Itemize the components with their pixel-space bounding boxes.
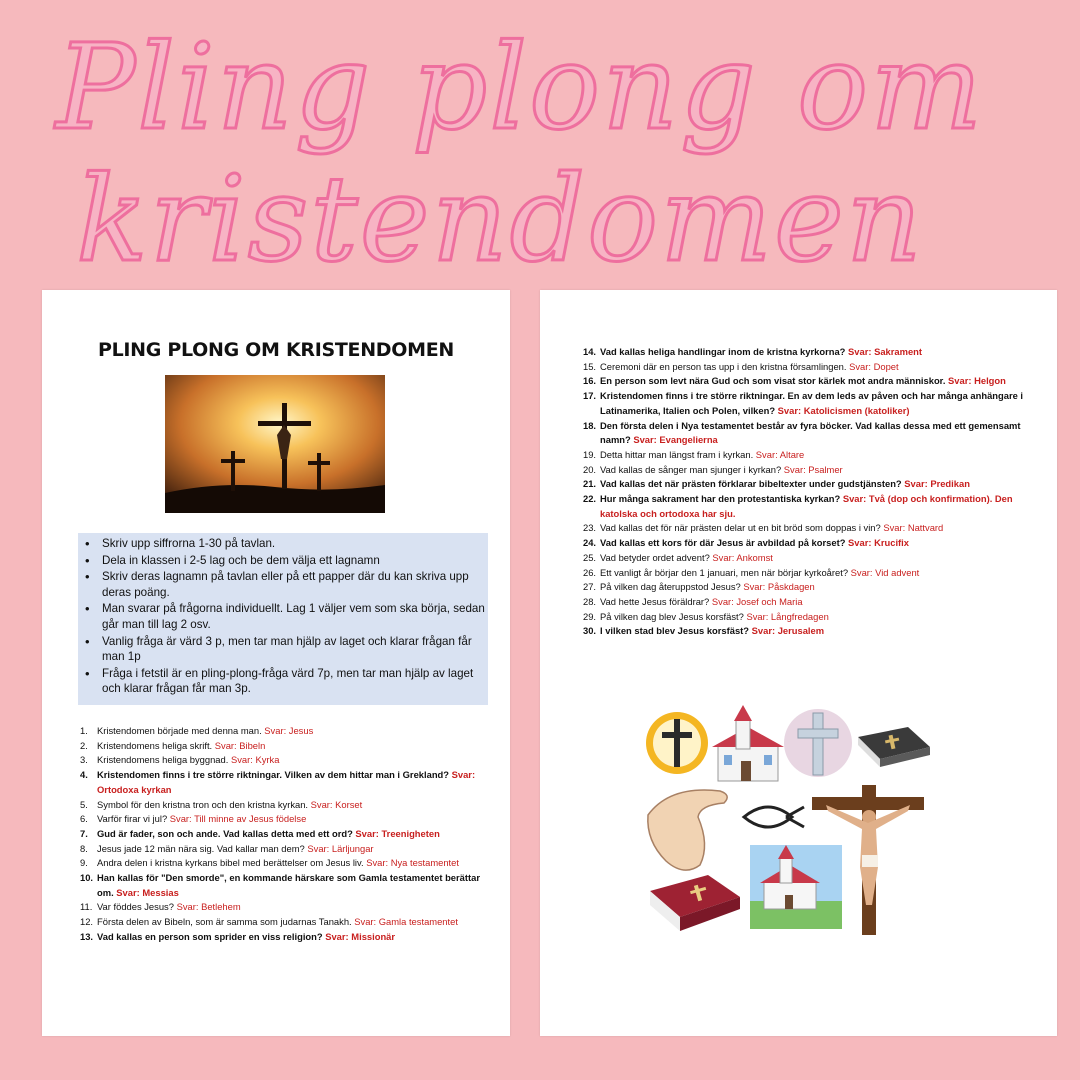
answer-text: Svar: Treenigheten — [355, 827, 440, 839]
answer-text: Svar: Kyrka — [230, 754, 280, 766]
question-text: Vad kallas de sånger man sjunger i kyrkan? — [600, 463, 782, 475]
answer-text: Svar: Katolicismen (katoliker) — [777, 404, 910, 416]
question-item — [80, 827, 492, 842]
instructions-box — [78, 533, 488, 705]
answer-text: Svar: Helgon — [948, 375, 1006, 387]
document-page-right — [540, 290, 1057, 1036]
instruction-item: • Man svarar på frågorna individuellt. Lag 1 väljer vem som ska börja, sedan går man till lag 2 osv. — [102, 601, 488, 632]
question-number: 1. — [80, 725, 88, 736]
question-number: 17. — [583, 390, 597, 402]
question-item — [80, 753, 492, 768]
instruction-item: • Fråga i fetstil är en pling-plong-fråga värd 7p, men tar man hjälp av laget och klarar frågan får man 3p. — [102, 666, 488, 697]
question-item — [583, 610, 1035, 625]
answer-text: Svar: Ankomst — [712, 551, 773, 563]
question-number: 14. — [583, 346, 597, 357]
answer-text: Svar: Nattvard — [883, 522, 944, 534]
question-text: Andra delen i kristna kyrkans bibel med berättelser om Jesus liv. — [97, 857, 364, 869]
answer-text: Svar: Predikan — [904, 478, 970, 490]
answer-text: Svar: Messias — [116, 886, 179, 898]
question-text: Kristendomen började med denna man. — [97, 725, 262, 736]
praying-hands-icon — [648, 790, 727, 870]
answer-text: Svar: Påskdagen — [743, 581, 815, 593]
question-item — [583, 448, 1035, 463]
question-list-right — [583, 345, 1035, 639]
question-item — [583, 595, 1035, 610]
church-icon — [712, 705, 784, 781]
answer-text: Svar: Psalmer — [783, 463, 843, 475]
red-bible-icon — [650, 875, 740, 931]
question-number: 2. — [80, 739, 88, 751]
question-text: Den första delen i Nya testamentet består av fyra böcker. Vad kallas dessa med ett gemensamt namn? — [600, 419, 1021, 446]
question-item — [583, 536, 1035, 551]
answer-text: Svar: Korset — [310, 798, 363, 810]
question-number: 24. — [583, 537, 597, 549]
question-item — [80, 842, 492, 857]
question-text: Kristendomen finns i tre större riktningar. Vilken av dem hittar man i Grekland? — [97, 769, 450, 781]
question-number: 25. — [583, 551, 597, 563]
instruction-item: • Skriv deras lagnamn på tavlan eller på ett papper där du kan skriva upp deras poäng. — [102, 569, 488, 600]
question-item — [583, 566, 1035, 581]
question-number: 20. — [583, 463, 597, 475]
question-text: Vad kallas en person som sprider en viss religion? — [97, 930, 323, 942]
question-text: Kristendomens heliga skrift. — [97, 739, 213, 751]
question-number: 30. — [583, 625, 597, 637]
answer-text: Svar: Sakrament — [848, 346, 923, 357]
ichthys-fish-icon — [744, 807, 804, 827]
answer-text: Svar: Dopet — [849, 360, 899, 372]
question-number: 28. — [583, 595, 597, 607]
question-text: Vad kallas det för när prästen delar ut en bit bröd som doppas i vin? — [600, 522, 881, 534]
question-number: 19. — [583, 448, 597, 460]
answer-text: Svar: Evangelierna — [633, 434, 718, 446]
answer-text: Svar: Betlehem — [176, 901, 241, 913]
question-text: Varför firar vi jul? — [97, 813, 168, 825]
answer-text: Svar: Jerusalem — [751, 625, 825, 637]
question-number: 6. — [80, 813, 88, 825]
answer-text: Svar: Josef och Maria — [711, 595, 803, 607]
question-item — [80, 856, 492, 871]
question-number: 15. — [583, 360, 597, 372]
question-number: 23. — [583, 522, 597, 534]
instruction-item: • Dela in klassen i 2-5 lag och be dem välja ett lagnamn — [102, 553, 488, 569]
bible-book-icon — [858, 727, 930, 767]
question-item — [583, 463, 1035, 478]
church-landscape-icon — [750, 845, 842, 929]
question-item — [80, 768, 492, 797]
question-number: 4. — [80, 769, 88, 781]
answer-text: Svar: Långfredagen — [746, 610, 829, 622]
instruction-item: • Vanlig fråga är värd 3 p, men tar man hjälp av laget och klarar frågan får man 1p — [102, 634, 488, 665]
banner-title-line-2: kristendomen — [76, 150, 924, 288]
question-item — [80, 900, 492, 915]
question-text: Kristendomens heliga byggnad. — [97, 754, 229, 766]
question-item — [583, 551, 1035, 566]
answer-text: Svar: Gamla testamentet — [354, 916, 458, 928]
question-text: Symbol för den kristna tron och den kristna kyrkan. — [97, 798, 309, 810]
question-number: 27. — [583, 581, 597, 593]
question-text: Första delen av Bibeln, som är samma som judarnas Tanakh. — [97, 916, 352, 928]
question-item — [80, 798, 492, 813]
question-text: Han kallas för "Den smorde", en kommande härskare som Gamla testamentet berättar om. — [97, 872, 480, 898]
question-item — [80, 724, 492, 739]
answer-text: Svar: Jesus — [264, 725, 314, 736]
answer-text: Svar: Ortodoxa kyrkan — [97, 769, 476, 795]
question-text: Hur många sakrament har den protestantiska kyrkan? — [600, 493, 841, 505]
question-text: Ceremoni där en person tas upp i den kristna församlingen. — [600, 360, 847, 372]
question-number: 11. — [80, 901, 93, 913]
answer-text: Svar: Krucifix — [848, 537, 909, 549]
question-text: I vilken stad blev Jesus korsfäst? — [600, 625, 750, 637]
answer-text: Svar: Nya testamentet — [366, 857, 459, 869]
question-number: 9. — [80, 857, 88, 869]
halo-cross-icon — [646, 712, 708, 774]
answer-text: Svar: Altare — [755, 448, 805, 460]
question-number: 26. — [583, 566, 597, 578]
question-text: Vad kallas det när prästen förklarar bibeltexter under gudstjänsten? — [600, 478, 902, 490]
question-number: 12. — [80, 916, 94, 928]
question-number: 18. — [583, 419, 597, 431]
answer-text: Svar: Lärljungar — [307, 842, 374, 854]
question-item — [583, 492, 1035, 521]
glowing-cross-icon — [784, 709, 852, 777]
question-number: 8. — [80, 842, 88, 854]
question-number: 16. — [583, 375, 597, 387]
question-text: Vad betyder ordet advent? — [600, 551, 710, 563]
question-item — [80, 812, 492, 827]
question-item — [583, 624, 1035, 639]
instruction-item: • Skriv upp siffrorna 1-30 på tavlan. — [102, 536, 488, 552]
question-item — [583, 419, 1035, 448]
question-number: 13. — [80, 930, 94, 942]
question-item — [583, 521, 1035, 536]
answer-text: Svar: Missionär — [325, 930, 396, 942]
question-text: På vilken dag blev Jesus korsfäst? — [600, 610, 744, 622]
question-number: 10. — [80, 872, 94, 884]
question-text: Detta hittar man längst fram i kyrkan. — [600, 448, 754, 460]
question-text: Vad kallas heliga handlingar inom de kristna kyrkorna? — [600, 346, 846, 357]
question-item — [80, 739, 492, 754]
question-text: Kristendomen finns i tre större riktningar. En av dem leds av påven och har många anhängare i Latinamerika, Italien och Polen, vilken? — [600, 390, 1024, 416]
question-item — [583, 389, 1035, 418]
banner-title-line-1: Pling plong om — [55, 18, 985, 156]
question-text: Ett vanligt år börjar den 1 januari, men när börjar kyrkoåret? — [600, 566, 849, 578]
crucifixion-sunset-image — [165, 375, 385, 513]
question-list-left — [80, 724, 492, 945]
question-item — [583, 374, 1035, 389]
document-page-left — [42, 290, 510, 1036]
question-item — [583, 345, 1035, 360]
question-number: 29. — [583, 610, 597, 622]
question-text: En person som levt nära Gud och som visat stor kärlek mot andra människor. — [600, 375, 946, 387]
question-item — [583, 580, 1035, 595]
question-text: Vad kallas ett kors för där Jesus är avbildad på korset? — [600, 537, 846, 549]
question-item — [583, 477, 1035, 492]
question-number: 5. — [80, 798, 88, 810]
question-number: 21. — [583, 478, 597, 490]
document-title: PLING PLONG OM KRISTENDOMEN — [97, 339, 455, 361]
question-number: 3. — [80, 754, 88, 766]
question-text: Jesus jade 12 män nära sig. Vad kallar man dem? — [97, 842, 305, 854]
question-item — [80, 871, 492, 900]
answer-text: Svar: Vid advent — [850, 566, 920, 578]
question-item — [583, 360, 1035, 375]
answer-text: Svar: Två (dop och konfirmation). Den katolska och ortodoxa har sju. — [600, 493, 1013, 519]
question-text: Vad hette Jesus föräldrar? — [600, 595, 710, 607]
question-text: Var föddes Jesus? — [97, 901, 174, 913]
question-text: På vilken dag återuppstod Jesus? — [600, 581, 741, 593]
answer-text: Svar: Till minne av Jesus födelse — [169, 813, 307, 825]
question-item — [80, 915, 492, 930]
question-number: 7. — [80, 827, 88, 839]
question-number: 22. — [583, 493, 597, 505]
question-item — [80, 930, 492, 945]
christian-symbols-collage — [640, 705, 960, 945]
answer-text: Svar: Bibeln — [214, 739, 266, 751]
question-text: Gud är fader, son och ande. Vad kallas detta med ett ord? — [97, 827, 353, 839]
